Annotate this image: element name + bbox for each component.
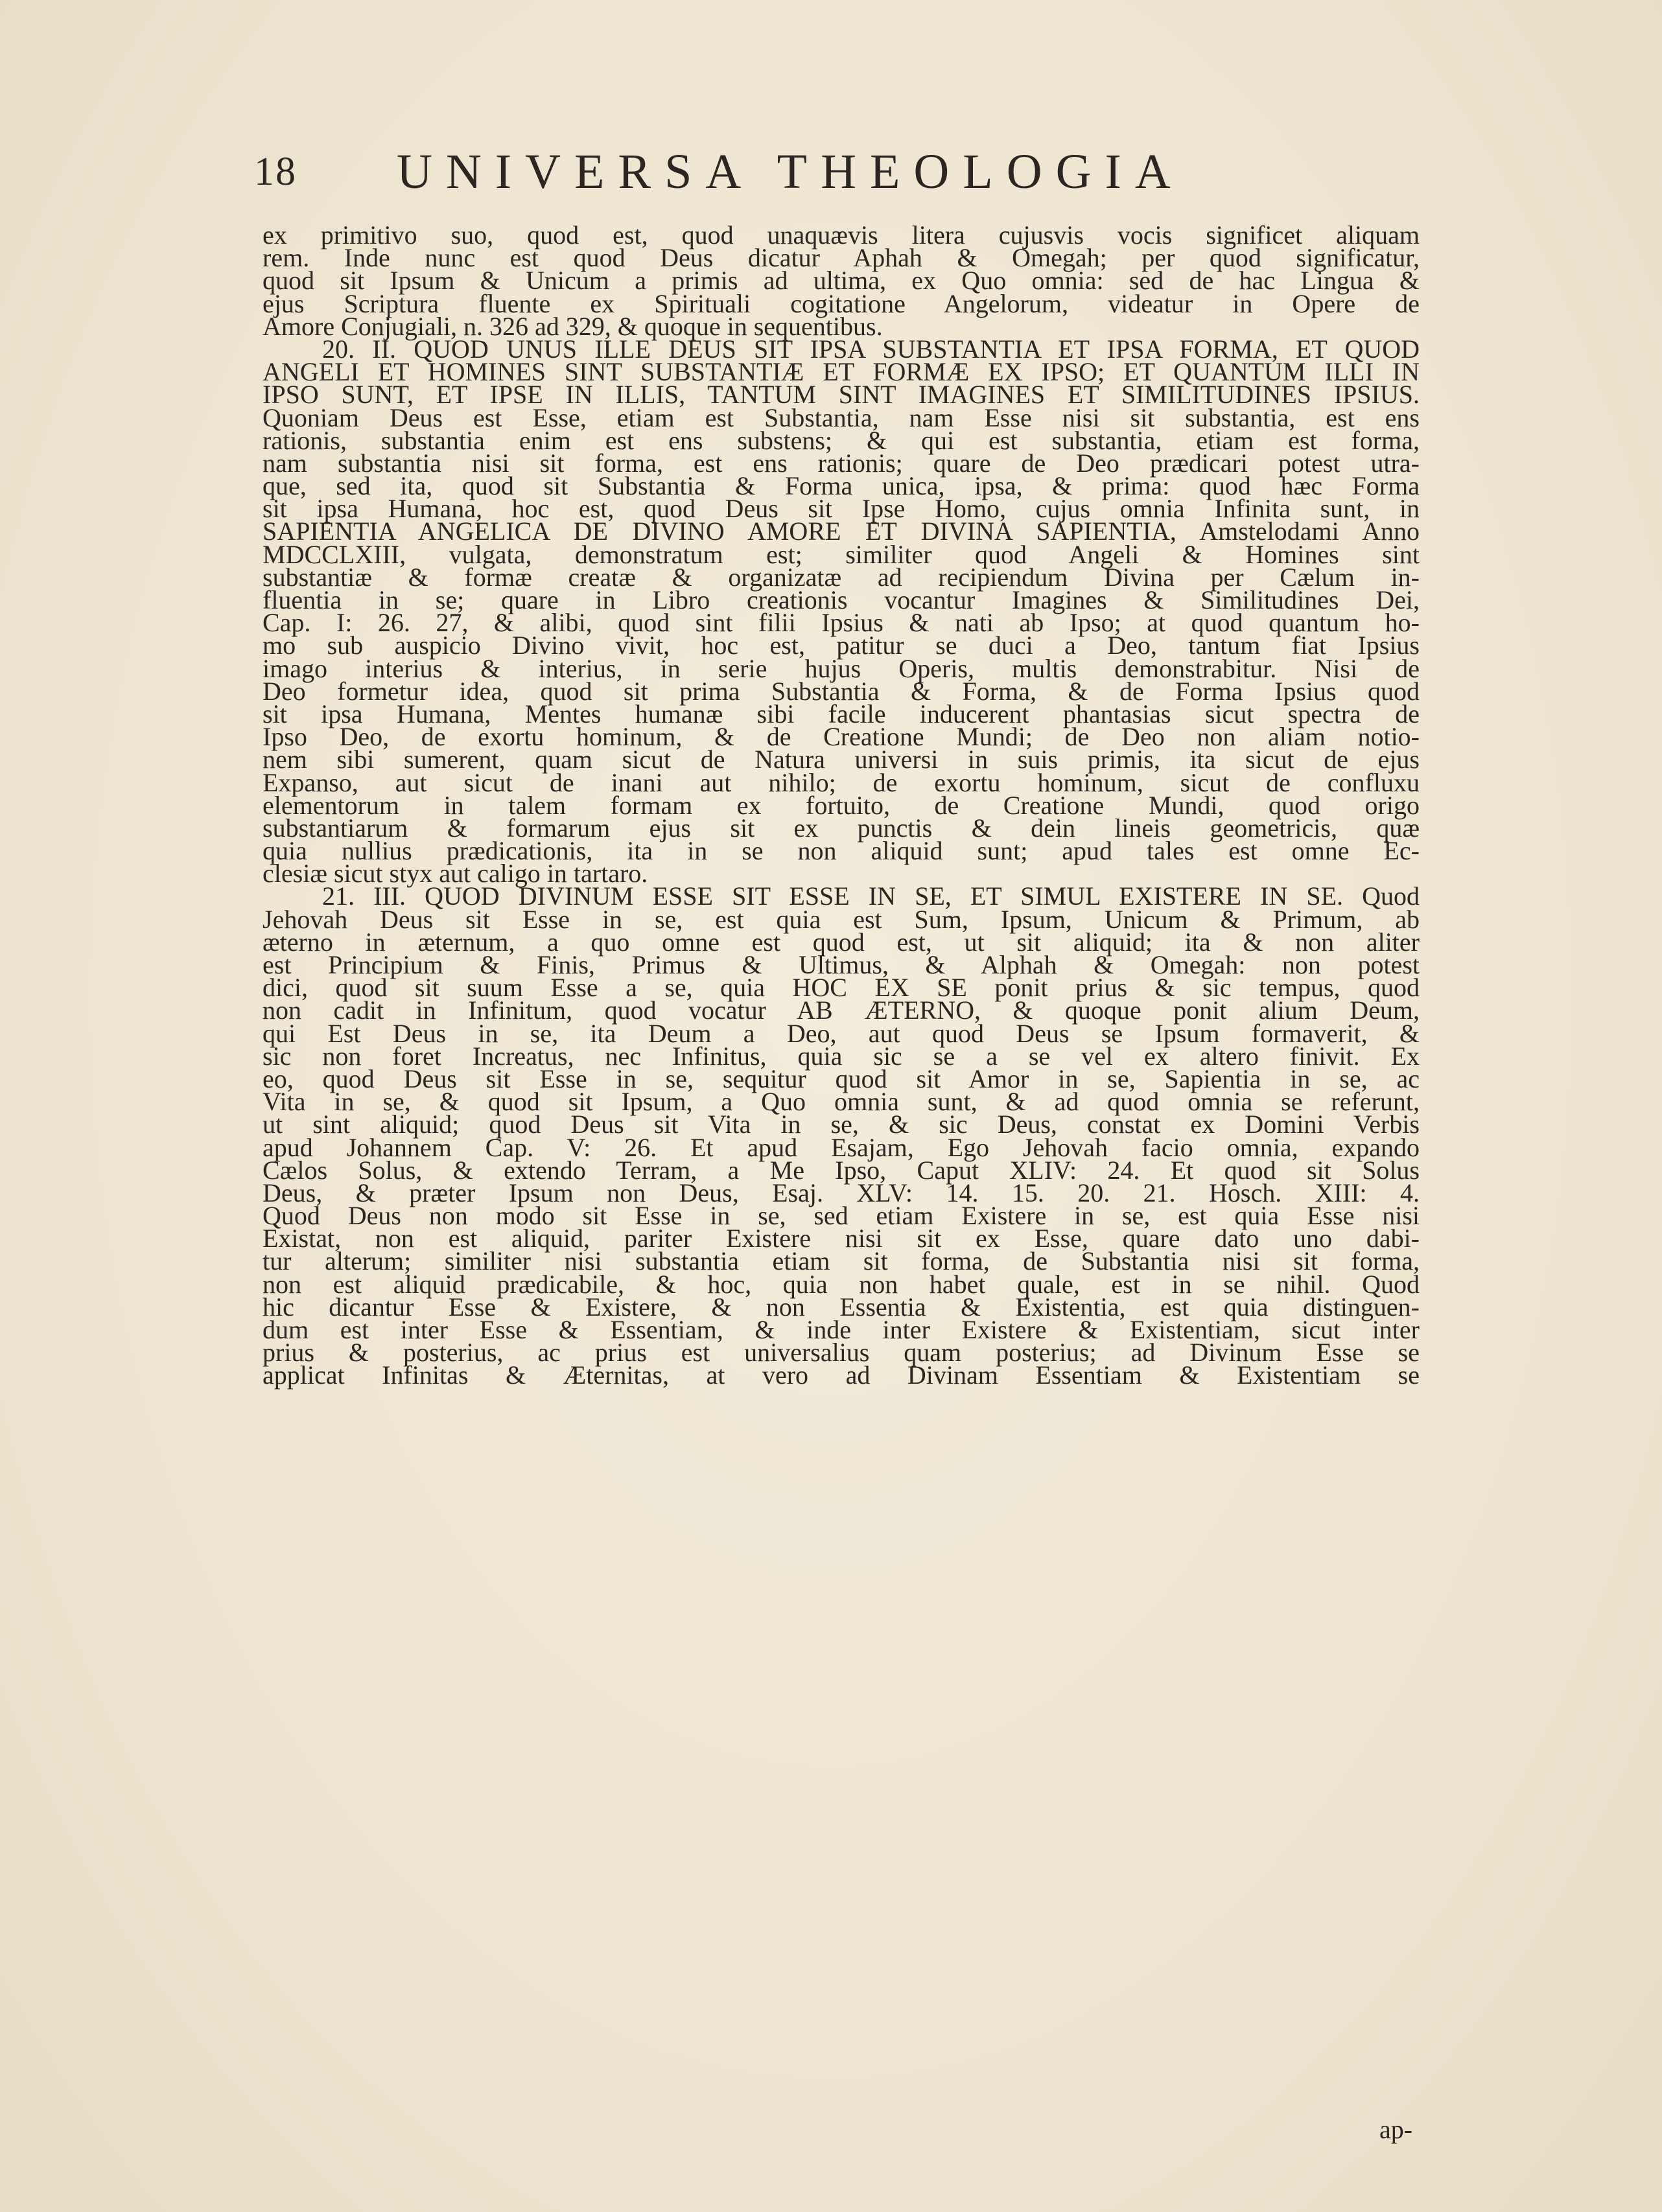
text-line: qui Est Deus in se, ita Deum a Deo, aut quod Deus se Ipsum formaverit, & — [263, 1018, 1420, 1048]
text-line: Deus, & præter Ipsum non Deus, Esaj. XLV: 14. 15. 20. 21. Hosch. XIII: 4. — [263, 1178, 1420, 1207]
text-line: sic non foret Increatus, nec Infinitus, quia sic se a se vel ex altero finivit. Ex — [263, 1041, 1420, 1071]
text-line: Quoniam Deus est Esse, etiam est Substantia, nam Esse nisi sit substantia, est ens — [263, 402, 1420, 432]
text-line: applicat Infinitas & Æternitas, at vero ad Divinam Essentiam & Existentiam se — [263, 1360, 1420, 1390]
page-number: 18 — [254, 150, 297, 194]
text-line: MDCCLXIII, vulgata, demonstratum est; similiter quod Angeli & Homines sint — [263, 539, 1420, 569]
text-line: apud Johannem Cap. V: 26. Et apud Esajam, Ego Jehovah facio omnia, expando — [263, 1132, 1420, 1162]
text-line: sit ipsa Humana, Mentes humanæ sibi facile inducerent phantasias sicut spectra de — [263, 699, 1420, 728]
text-line: Vita in se, & quod sit Ipsum, a Quo omnia sunt, & ad quod omnia se referunt, — [263, 1087, 1420, 1117]
text-line: rem. Inde nunc est quod Deus dicatur Aphah & Omegah; per quod significatur, — [263, 243, 1420, 273]
text-line: Cælos Solus, & extendo Terram, a Me Ipso, Caput XLIV: 24. Et quod sit Solus — [263, 1155, 1420, 1185]
text-line: Quod Deus non modo sit Esse in se, sed etiam Existere in se, est quia Esse nisi — [263, 1201, 1420, 1231]
body-text — [263, 220, 1420, 1390]
text-line: hic dicantur Esse & Existere, & non Essentia & Existentia, est quia distinguen- — [263, 1292, 1420, 1321]
text-line: sit ipsa Humana, hoc est, quod Deus sit Ipse Homo, cujus omnia Infinita sunt, in — [263, 494, 1420, 524]
text-line: imago interius & interius, in serie hujus Operis, multis demonstrabitur. Nisi de — [263, 653, 1420, 683]
text-line: prius & posterius, ac prius est universalius quam posterius; ad Divinum Esse se — [263, 1338, 1420, 1368]
text-line: Amore Conjugiali, n. 326 ad 329, & quoque in sequentibus. — [263, 311, 883, 341]
text-line: fluentia in se; quare in Libro creationis vocantur Imagines & Similitudines Dei, — [263, 585, 1420, 614]
text-line: quia nullius prædicationis, ita in se non aliquid sunt; apud tales est omne Ec- — [263, 836, 1420, 866]
text-line: Jehovah Deus sit Esse in se, est quia est Sum, Ipsum, Unicum & Primum, ab — [263, 904, 1420, 934]
text-line: Expanso, aut sicut de inani aut nihilo; de exortu hominum, sicut de confluxu — [263, 767, 1420, 797]
text-line: nam substantia nisi sit forma, est ens rationis; quare de Deo prædicari potest utra- — [263, 448, 1420, 478]
text-line: Existat, non est aliquid, pariter Existere nisi sit ex Esse, quare dato uno dabi- — [263, 1224, 1420, 1253]
text-line: est Principium & Finis, Primus & Ultimus, & Alphah & Omegah: non potest — [263, 950, 1420, 979]
page-header — [254, 144, 1356, 202]
section-heading-line: ANGELI ET HOMINES SINT SUBSTANTIÆ ET FORMÆ EX IPSO; ET QUANTUM ILLI IN — [263, 357, 1420, 387]
text-line: substantiarum & formarum ejus sit ex punctis & dein lineis geometricis, quæ — [263, 813, 1420, 843]
text-line: ex primitivo suo, quod est, quod unaquævis litera cujusvis vocis significet aliquam — [263, 220, 1420, 250]
section-heading-line: 21. III. QUOD DIVINUM ESSE SIT ESSE IN SE, ET SIMUL EXISTERE IN SE. Quod — [322, 881, 1420, 911]
text-line: tur alterum; similiter nisi substantia etiam sit forma, de Substantia nisi sit forma, — [263, 1246, 1420, 1276]
text-line: quod sit Ipsum & Unicum a primis ad ultima, ex Quo omnia: sed de hac Lingua & — [263, 266, 1420, 296]
text-line: dum est inter Esse & Essentiam, & inde inter Existere & Existentiam, sicut inter — [263, 1315, 1420, 1344]
section-heading-line: IPSO SUNT, ET IPSE IN ILLIS, TANTUM SINT IMAGINES ET SIMILITUDINES IPSIUS. — [263, 380, 1420, 410]
text-line: non cadit in Infinitum, quod vocatur AB ÆTERNO, & quoque ponit alium Deum, — [263, 995, 1420, 1025]
text-line: Ipso Deo, de exortu hominum, & de Creatione Mundi; de Deo non aliam notio- — [263, 722, 1420, 752]
text-line: elementorum in talem formam ex fortuito, de Creatione Mundi, quod origo — [263, 790, 1420, 820]
running-title: UNIVERSA THEOLOGIA — [397, 145, 1184, 199]
text-line: Deo formetur idea, quod sit prima Substantia & Forma, & de Forma Ipsius quod — [263, 676, 1420, 706]
text-line: clesiæ sicut styx aut caligo in tartaro. — [263, 859, 648, 889]
text-line: eo, quod Deus sit Esse in se, sequitur quod sit Amor in se, Sapientia in se, ac — [263, 1064, 1420, 1093]
text-line: Cap. I: 26. 27, & alibi, quod sint filii Ipsius & nati ab Ipso; at quod quantum ho- — [263, 608, 1420, 638]
text-line: non est aliquid prædicabile, & hoc, quia non habet quale, est in se nihil. Quod — [263, 1269, 1420, 1299]
text-line: SAPIENTIA ANGELICA DE DIVINO AMORE ET DIVINA SAPIENTIA, Amstelodami Anno — [263, 517, 1420, 546]
text-line: ut sint aliquid; quod Deus sit Vita in se, & sic Deus, constat ex Domini Verbis — [263, 1110, 1420, 1139]
text-line: substantiæ & formæ creatæ & organizatæ ad recipiendum Divina per Cælum in- — [263, 562, 1420, 592]
section-heading-line: 20. II. QUOD UNUS ILLE DEUS SIT IPSA SUBSTANTIA ET IPSA FORMA, ET QUOD — [322, 334, 1420, 364]
text-line: æterno in æternum, a quo omne est quod est, ut sit aliquid; ita & non aliter — [263, 927, 1420, 957]
text-line: nem sibi sumerent, quam sicut de Natura universi in suis primis, ita sicut de ejus — [263, 745, 1420, 774]
catchword: ap- — [1379, 2115, 1413, 2144]
text-line: mo sub auspicio Divino vivit, hoc est, patitur se duci a Deo, tantum fiat Ipsius — [263, 631, 1420, 660]
text-line: que, sed ita, quod sit Substantia & Forma unica, ipsa, & prima: quod hæc Forma — [263, 471, 1420, 501]
text-line: rationis, substantia enim est ens substens; & qui est substantia, etiam est forma, — [263, 425, 1420, 455]
text-line: dici, quod sit suum Esse a se, quia HOC EX SE ponit prius & sic tempus, quod — [263, 973, 1420, 1003]
text-line: ejus Scriptura fluente ex Spirituali cogitatione Angelorum, videatur in Opere de — [263, 288, 1420, 318]
